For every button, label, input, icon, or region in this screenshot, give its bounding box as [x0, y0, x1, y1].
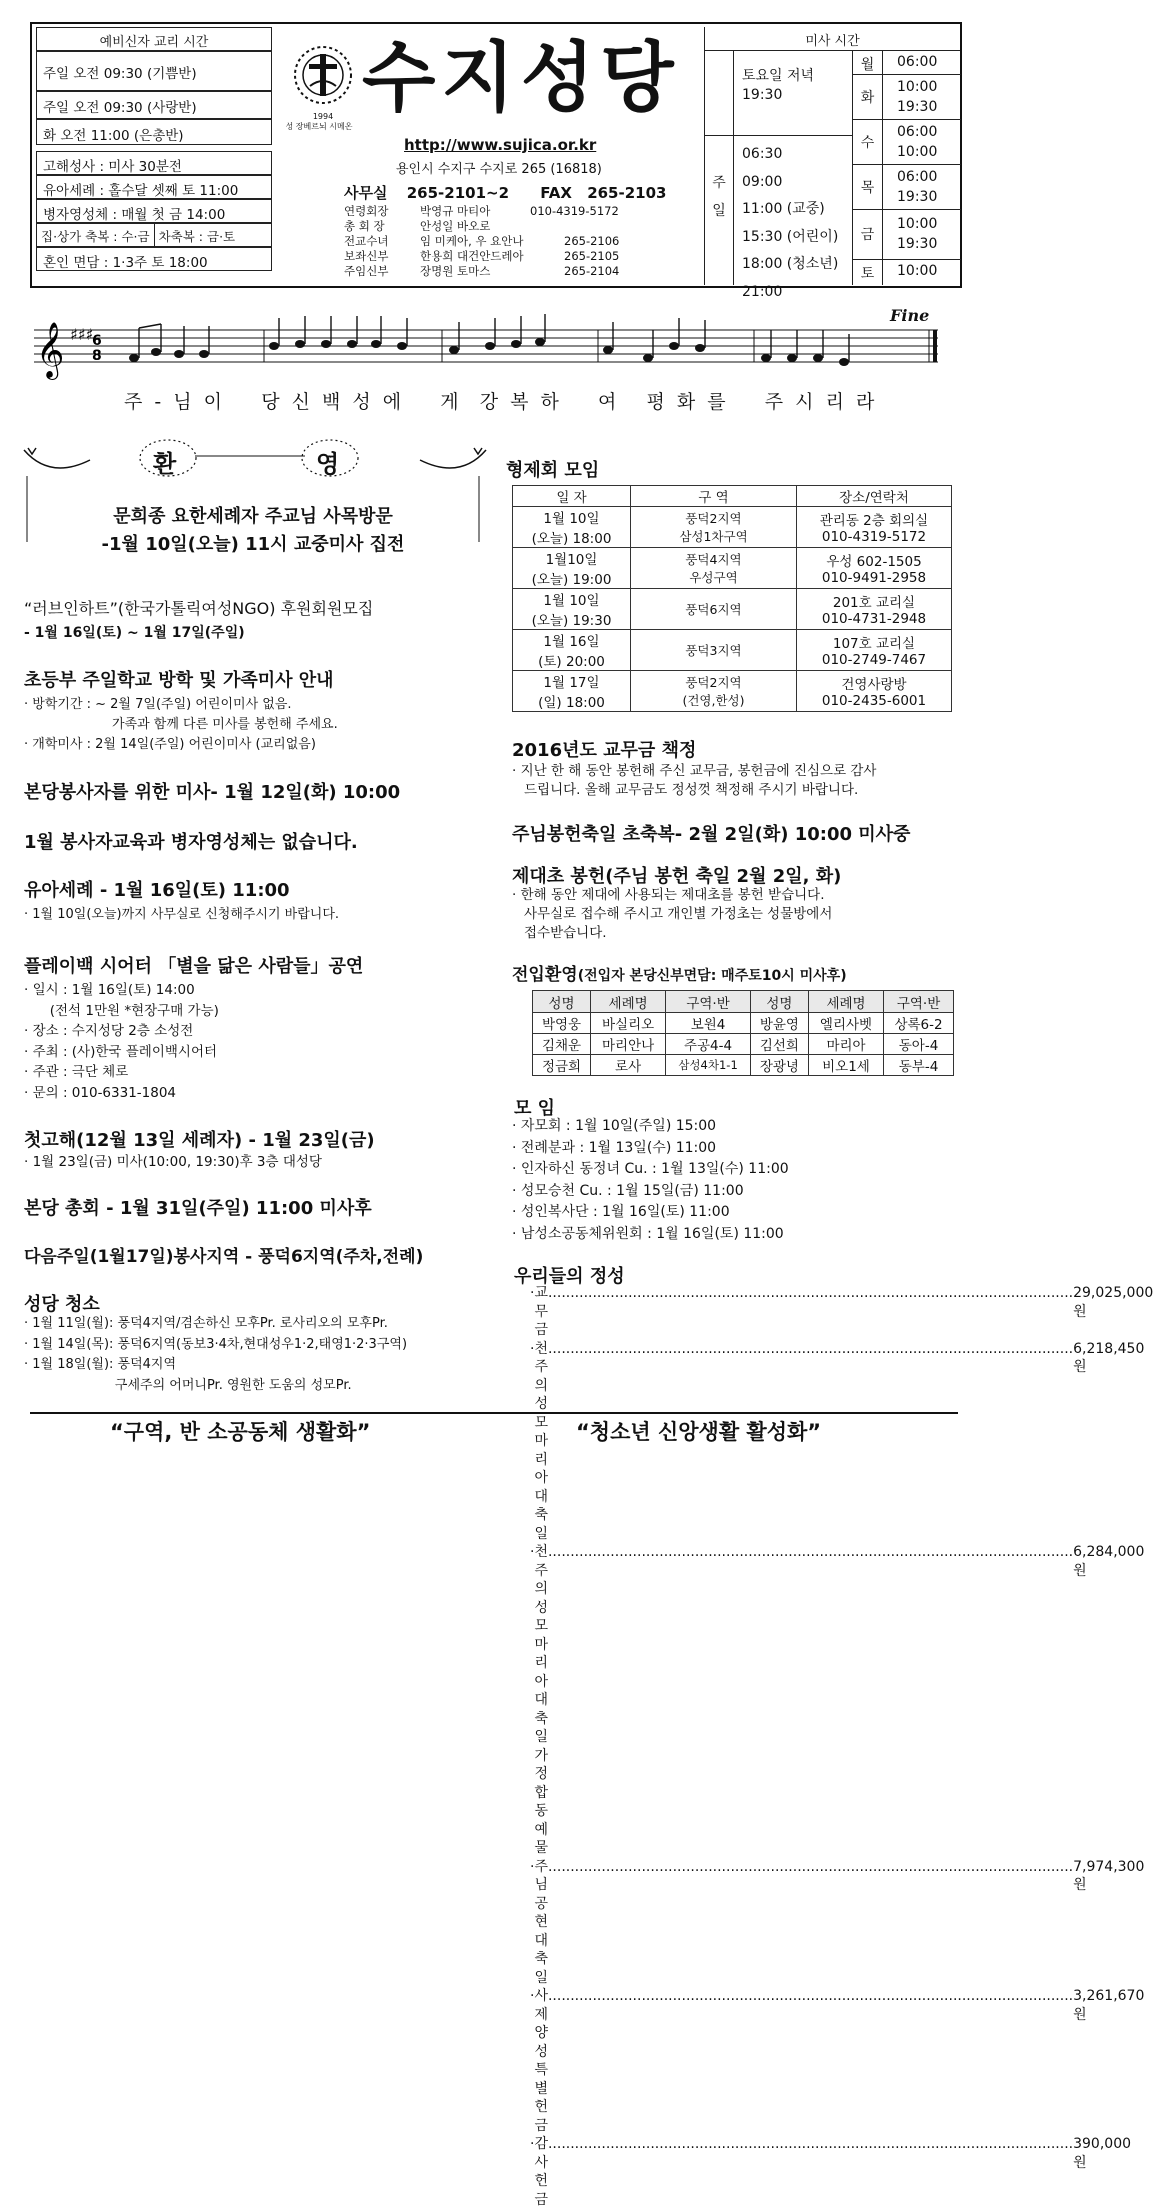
table-row: 1월10일 (오늘) 19:00 풍덕4지역 우성구역 우성 602-1505 010-9491-2958 — [513, 548, 952, 589]
office-line — [344, 182, 666, 203]
fax-number: 265-2103 — [587, 184, 667, 202]
welcome-line1: 문희종 요한세례자 주교님 사목방문 — [113, 506, 393, 527]
list-item: · 전례분과 : 1월 13일(수) 11:00 — [512, 1139, 717, 1156]
newcomers-note: (전입자 본당신부면담: 매주토10시 미사후) — [577, 968, 847, 984]
svg-text:8: 8 — [92, 348, 102, 364]
music-notes-icon — [24, 300, 968, 390]
school-title: 초등부 주일학교 방학 및 가족미사 안내 — [24, 670, 334, 691]
table-row: 1월 16일 (토) 20:00 풍덕3지역 107호 교리실 010-2749-7467 — [513, 630, 952, 671]
candle-title: 제대초 봉헌(주님 봉헌 축일 2월 2일, 화) — [512, 866, 842, 887]
welcome-banner — [20, 440, 490, 570]
table-header: 성명 세례명 구역·반 성명 세례명 구역·반 — [533, 991, 954, 1013]
no-education: 1월 봉사자교육과 병자영성체는 없습니다. — [24, 832, 358, 853]
welcome-line2: -1월 10일(오늘) 11시 교중미사 집전 — [101, 534, 405, 555]
staff-row: 전교수녀 임 미케아, 우 요안나 265-2106 — [344, 234, 620, 248]
cross-logo-icon — [284, 36, 362, 114]
weekday-row: 금 10:00 19:30 — [853, 210, 961, 260]
love-title: “러브인하트”(한국가톨릭여성NGO) 후원회원모집 — [24, 599, 374, 618]
list-item: · 천주의성모마리아대축일 가정합동예물 ...................................................................................................................... 6,284,000원 — [530, 1544, 1145, 1856]
play-title: 플레이백 시어터 「별을 닮은 사람들」공연 — [24, 956, 364, 977]
table-row: 김채운 마리안나 주공4-4 김선희 마리아 동아-4 — [533, 1034, 954, 1055]
baptism-title: 유아세례 - 1월 16일(토) 11:00 — [24, 880, 290, 901]
cleaning-lines: · 1월 11일(월): 풍덕4지역/겸손하신 모후Pr. 로사리오의 모후Pr. · 1월 14일(목): 풍덕6지역(동보3·4차,현대성우1·2,태영1·2·3구역) · 1월 18일(월): 풍덕4지역 구세주의 어머니Pr. 영원한 도움의 성모Pr. — [24, 1316, 408, 1393]
music-staff — [24, 300, 968, 390]
catechism-row: 화 오전 11:00 (은총반) — [36, 119, 272, 145]
table-row: 박영웅 바실리오 보원4 방윤영 엘리사벳 상록6-2 — [533, 1013, 954, 1034]
weekday-times — [853, 51, 961, 285]
parish-url-link[interactable]: http://www.sujica.or.kr — [404, 136, 597, 154]
table-row: 1월 10일 (오늘) 19:30 풍덕6지역 201호 교리실 010-4731-2948 — [513, 589, 952, 630]
info-row: 고해성사 : 미사 30분전 — [36, 151, 272, 175]
newcomers-table — [532, 990, 954, 1076]
brothers-title: 형제회 모임 — [506, 460, 600, 481]
weekday-row: 토 10:00 — [853, 260, 961, 285]
dues-text: · 지난 한 해 동안 봉헌해 주신 교무금, 봉헌금에 진심으로 감사 드립니다. 올해 교무금도 정성껏 책정해 주시기 바랍니다. — [512, 763, 877, 798]
info-row: 병자영성체 : 매월 첫 금 14:00 — [36, 199, 272, 223]
footer-divider — [30, 1412, 958, 1414]
saturday-eve: 토요일 저녁 19:30 — [733, 51, 853, 135]
baptism-line: · 1월 10일(오늘)까지 사무실로 신청해주시기 바랍니다. — [24, 907, 340, 922]
mass-times-title: 미사 시간 — [705, 27, 960, 51]
weekday-row: 월 06:00 — [853, 51, 961, 75]
school-line: · 개학미사 : 2월 14일(주일) 어린이미사 (교리없음) — [24, 737, 316, 752]
list-item: · 자모회 : 1월 10일(주일) 15:00 — [512, 1118, 717, 1134]
table-row: 1월 10일 (오늘) 18:00 풍덕2지역 삼성1차구역 관리동 2층 회의실 010-4319-5172 — [513, 507, 952, 548]
fax-label: FAX — [540, 184, 572, 202]
catechism-title: 예비신자 교리 시간 — [36, 27, 272, 51]
list-item: · 인자하신 동정녀 Cu. : 1월 13일(수) 11:00 — [512, 1161, 789, 1177]
table-header: 일 자 구 역 장소/연락처 — [513, 486, 952, 507]
list-item: · 교무금 ...................................................................................................................... 29,025,000원 — [530, 1285, 1153, 1338]
brothers-table — [512, 485, 952, 712]
parish-address: 용인시 수지구 수지로 265 (16818) — [396, 162, 602, 177]
play-details: · 일시 : 1월 16일(토) 14:00 (전석 1만원 *현장구매 가능) · 장소 : 수지성당 2층 소성전 · 주최 : (사)한국 플레이백시어터 · 주관 : 극단 체로 · 문의 : 010-6331-1804 — [24, 982, 219, 1101]
confession-title: 첫고해(12월 13일 세례자) - 1월 23일(금) — [24, 1130, 375, 1151]
sunday-label: 주일 — [712, 175, 726, 219]
svg-text:♯♯♯: ♯♯♯ — [70, 325, 94, 344]
candle-feast: 주님봉헌축일 초축복- 2월 2일(화) 10:00 미사중 — [512, 824, 911, 845]
list-item: · 천주의성모마리아대축일 ...................................................................................................................... 6,218,450원 — [530, 1340, 1145, 1542]
list-item: · 성모승천 Cu. : 1월 15일(금) 11:00 — [512, 1182, 744, 1199]
table-row: 정금희 로사 삼성4차1-1 장광녕 비오1세 동부-4 — [533, 1055, 954, 1076]
staff-row: 연령회장 박영규 마티아 010-4319-5172 — [344, 204, 619, 218]
table-row: 1월 17일 (일) 18:00 풍덕2지역 (건영,한성) 건영사랑방 010-2435-6001 — [513, 671, 952, 712]
love-date: - 1월 16일(토) ~ 1월 17일(주일) — [24, 625, 245, 641]
next-week-service: 다음주일(1월17일)봉사지역 - 풍덕6지역(주차,전례) — [24, 1247, 424, 1267]
office-phone: 265-2101~2 — [406, 184, 510, 202]
footer-left-motto: “구역, 반 소공동체 생활화” — [110, 1420, 371, 1444]
confession-line: · 1월 23일(금) 미사(10:00, 19:30)후 3층 대성당 — [24, 1154, 322, 1170]
welcome-char-right: 영 — [316, 450, 340, 478]
info-row: 혼인 면담 : 1·3주 토 18:00 — [36, 247, 272, 271]
school-line: 가족과 함께 다른 미사를 봉헌해 주세요. — [112, 717, 338, 732]
weekday-row: 화 10:00 19:30 — [853, 75, 961, 120]
staff-row: 총 회 장 안성일 바오로 — [344, 219, 491, 233]
mass-times-box — [704, 27, 960, 300]
info-row: 유아세례 : 홀수달 셋째 토 11:00 — [36, 175, 272, 199]
list-item: · 주님공현대축일 ...................................................................................................................... 7,974,300원 — [530, 1858, 1145, 1986]
logo-year: 1994 — [312, 112, 334, 121]
newcomers-heading — [512, 960, 847, 985]
logo-caption: 성 장베르뇌 시메온 — [285, 122, 353, 131]
list-item: · 성인복사단 : 1월 16일(토) 11:00 — [512, 1204, 730, 1220]
office-label: 사무실 — [344, 184, 388, 202]
assembly: 본당 총회 - 1월 31일(주일) 11:00 미사후 — [24, 1198, 372, 1219]
cleaning-title: 성당 청소 — [24, 1294, 100, 1315]
blessing-row — [36, 223, 272, 247]
offering-title: 우리들의 정성 — [514, 1266, 625, 1287]
list-item: · 사제양성특별헌금 ...................................................................................................................... 3,261,670원 — [530, 1988, 1145, 2134]
candle-text: · 한해 동안 제대에 사용되는 제대초를 봉헌 받습니다. 사무실로 접수해 주시고 개인별 가정초는 성물방에서 접수받습니다. — [512, 887, 833, 941]
staff-row: 주임신부 장명원 토마스 265-2104 — [344, 264, 620, 278]
sunday-times: 06:30 09:00 11:00 (교중) 15:30 (어린이) 18:00 (청소년) 21:00 — [733, 135, 853, 285]
dues-title: 2016년도 교무금 책정 — [512, 740, 697, 761]
weekday-row: 목 06:00 19:30 — [853, 165, 961, 210]
meetings-title: 모 임 — [514, 1098, 556, 1119]
fine-mark: Fine — [890, 306, 930, 325]
catechism-row: 주일 오전 09:30 (기쁨반) — [36, 51, 272, 91]
svg-text:𝄞: 𝄞 — [36, 322, 65, 378]
ornament-icon — [20, 440, 490, 500]
volunteer-mass: 본당봉사자를 위한 미사- 1월 12일(화) 10:00 — [24, 782, 401, 803]
welcome-char-left: 환 — [153, 450, 177, 478]
parish-logo — [284, 36, 362, 132]
catechism-row: 주일 오전 09:30 (사랑반) — [36, 91, 272, 119]
staff-row: 보좌신부 한용희 대건안드레아 265-2105 — [344, 249, 620, 263]
catechism-box — [36, 27, 272, 285]
newcomers-title: 전입환영 — [512, 965, 578, 985]
car-blessing: 차축복 : 금·토 — [158, 229, 236, 244]
meetings-list — [512, 1116, 789, 1245]
parish-name: 수지성당 — [362, 33, 680, 122]
staff-list — [344, 204, 674, 279]
svg-text:6: 6 — [92, 333, 102, 349]
school-line: · 방학기간 : ~ 2월 7일(주일) 어린이미사 없음. — [24, 697, 292, 712]
weekday-row: 수 06:00 10:00 — [853, 120, 961, 165]
list-item: · 남성소공동체위원회 : 1월 16일(토) 11:00 — [512, 1225, 784, 1242]
house-blessing: 집·상가 축복 : 수·금 — [37, 224, 155, 246]
footer-right-motto: “청소년 신앙생활 활성화” — [576, 1420, 822, 1444]
music-lyrics: 주 - 님 이 당 신 백 성 에 게 강 복 하 여 평 화 를 주 시 리 라 — [124, 391, 878, 413]
list-item: · 감사헌금 ...................................................................................................................... 390,000원 — [530, 2136, 1132, 2208]
